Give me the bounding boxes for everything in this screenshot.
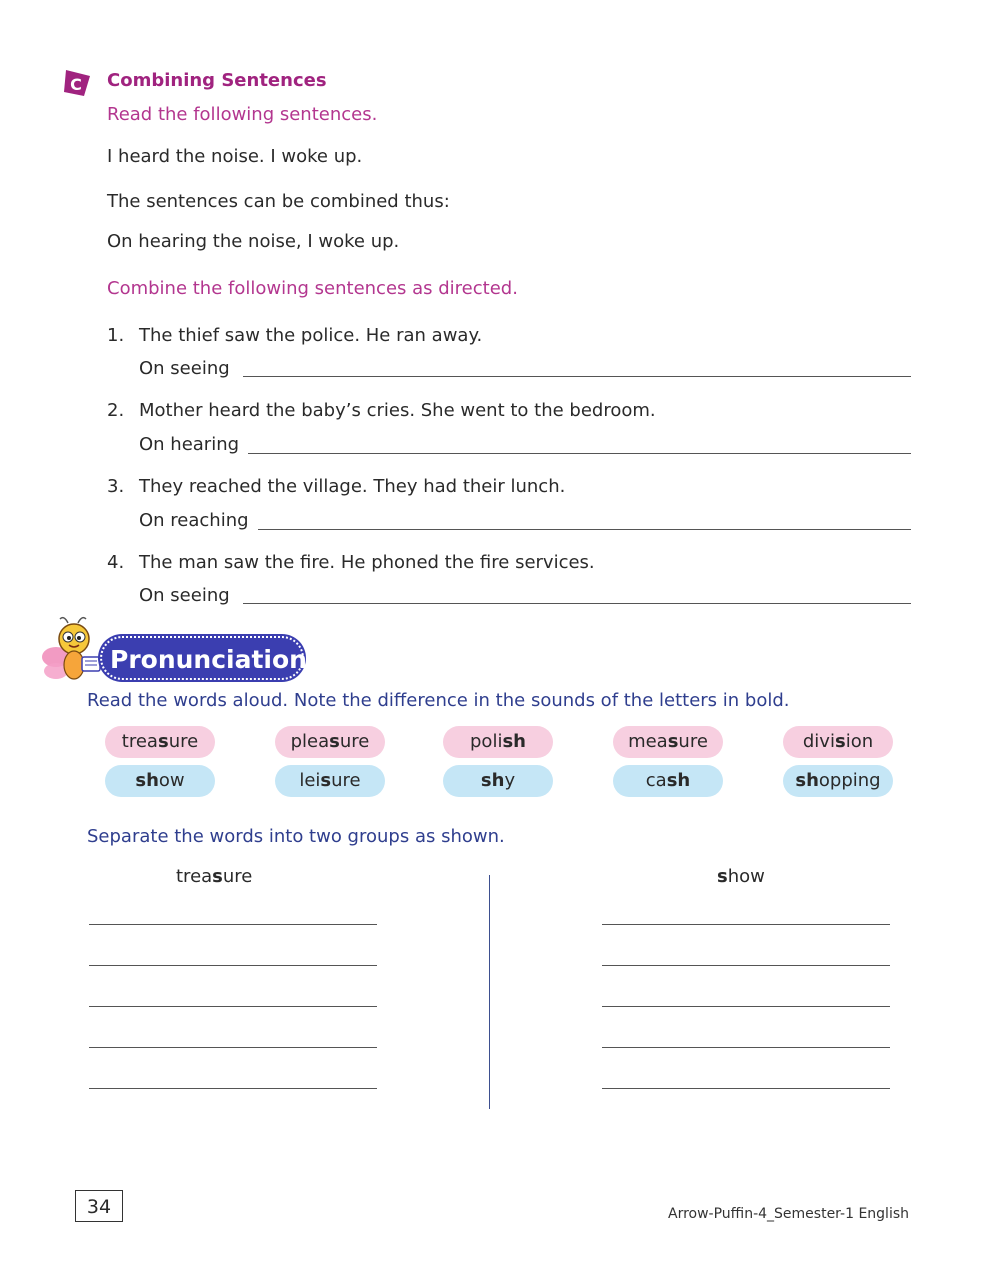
word-pill: polish: [443, 726, 553, 758]
exercise-prompt: On seeing: [139, 358, 230, 379]
exercise-prompt: On hearing: [139, 434, 240, 455]
word-pill: show: [105, 765, 215, 797]
exercise-sentence: They reached the village. They had their lunch.: [139, 476, 566, 497]
example-sentence: I heard the noise. I woke up.: [107, 146, 363, 167]
word-pill: shopping: [783, 765, 893, 797]
task-instruction: Combine the following sentences as directed.: [107, 278, 518, 299]
answer-line[interactable]: [602, 1047, 890, 1048]
example-combined: On hearing the noise, I woke up.: [107, 231, 400, 252]
pronunciation-heading: Pronunciation: [100, 636, 304, 680]
exercise-sentence: The thief saw the police. He ran away.: [139, 325, 483, 346]
exercise-sentence: The man saw the fire. He phoned the fire services.: [139, 552, 595, 573]
exercise-prompt: On seeing: [139, 585, 230, 606]
answer-line[interactable]: [89, 1047, 377, 1048]
section-badge-letter: C: [70, 75, 82, 94]
exercise-prompt: On reaching: [139, 510, 249, 531]
answer-line[interactable]: [89, 924, 377, 925]
answer-line[interactable]: [243, 376, 911, 377]
section-instruction: Read the following sentences.: [107, 104, 378, 125]
answer-line[interactable]: [243, 603, 911, 604]
column-divider: [489, 875, 490, 1109]
separate-instruction: Separate the words into two groups as shown.: [87, 826, 505, 847]
answer-line[interactable]: [258, 529, 911, 530]
word-pill: division: [783, 726, 893, 758]
exercise-number: 1.: [107, 325, 125, 346]
book-footer: Arrow-Puffin-4_Semester-1 English: [668, 1206, 910, 1222]
section-badge-icon: [60, 66, 94, 100]
left-group-header: treasure: [176, 866, 253, 887]
answer-line[interactable]: [602, 1006, 890, 1007]
exercise-sentence: Mother heard the baby’s cries. She went to the bedroom.: [139, 400, 656, 421]
answer-line[interactable]: [602, 965, 890, 966]
bee-mascot-icon: [38, 613, 110, 689]
answer-line[interactable]: [248, 453, 911, 454]
answer-line[interactable]: [602, 1088, 890, 1089]
answer-line[interactable]: [89, 965, 377, 966]
exercise-number: 2.: [107, 400, 125, 421]
word-pill: cash: [613, 765, 723, 797]
answer-line[interactable]: [89, 1088, 377, 1089]
section-title: Combining Sentences: [107, 70, 327, 91]
example-intro: The sentences can be combined thus:: [107, 191, 450, 212]
right-group-header: show: [717, 866, 765, 887]
word-pill: shy: [443, 765, 553, 797]
page-number: 34: [75, 1190, 123, 1222]
word-pill: leisure: [275, 765, 385, 797]
pronunciation-instruction: Read the words aloud. Note the difference in the sounds of the letters in bold.: [87, 690, 790, 711]
exercise-number: 3.: [107, 476, 125, 497]
answer-line[interactable]: [602, 924, 890, 925]
exercise-number: 4.: [107, 552, 125, 573]
answer-line[interactable]: [89, 1006, 377, 1007]
word-pill: measure: [613, 726, 723, 758]
word-pill: pleasure: [275, 726, 385, 758]
word-pill: treasure: [105, 726, 215, 758]
